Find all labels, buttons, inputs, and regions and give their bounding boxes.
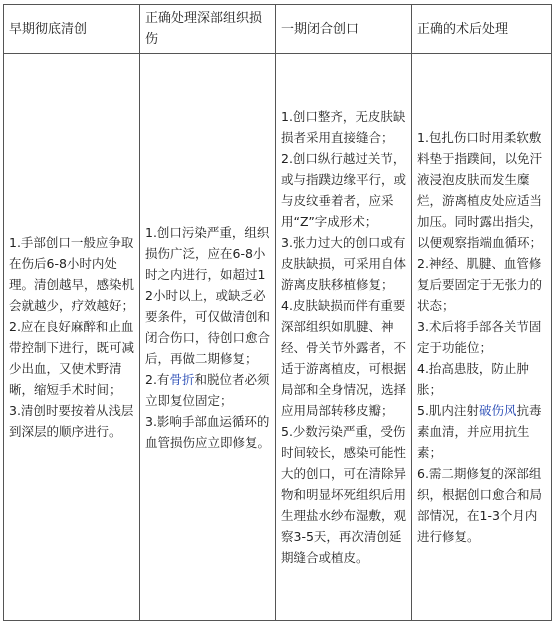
paragraph: 1.包扎伤口时用柔软敷料垫于指蹼间，以免汗液浸泡皮肤而发生糜烂，游离植皮处应适当加压。同时露出指尖，以便观察指端血循环； xyxy=(417,130,543,250)
paragraph: 4.皮肤缺损而伴有重要深部组织如肌腱、神经、骨关节外露者，不适于游离植皮，可根据局部和全身情况，选择应用局部转移皮瓣； xyxy=(281,298,407,418)
text: 抗毒素血清，并应用抗生素； xyxy=(417,403,542,460)
tetanus-link[interactable]: 破伤风 xyxy=(478,403,517,418)
fracture-link[interactable]: 骨折 xyxy=(169,371,195,387)
paragraph: 3.术后将手部各关节固定于功能位； xyxy=(417,319,542,355)
cell-primary-closure xyxy=(276,54,412,621)
header-early-debridement: 早期彻底清创 xyxy=(4,5,140,54)
paragraph: 3.张力过大的创口或有皮肤缺损，可采用自体游离皮肤移植修复； xyxy=(281,235,407,292)
paragraph: 3.清创时要按着从浅层到深层的顺序进行。 xyxy=(9,403,134,439)
header-row xyxy=(4,5,552,54)
paragraph: 4.抬高患肢，防止肿胀； xyxy=(417,361,529,397)
paragraph: 1.创口整齐，无皮肤缺损者采用直接缝合； xyxy=(281,109,406,145)
header-postop-care: 正确的术后处理 xyxy=(412,5,552,54)
cell-deep-tissue xyxy=(140,54,276,621)
paragraph: 2.应在良好麻醉和止血带控制下进行，既可减少出血，又使术野清晰，缩短手术时间； xyxy=(9,319,135,397)
paragraph: 5.少数污染严重，受伤时间较长，感染可能性大的创口，可在清除异物和明显坏死组织后用生理盐水纱布湿敷，观察3-5天，再次清创延期缝合或植皮。 xyxy=(281,424,407,565)
paragraph xyxy=(417,400,546,463)
header-deep-tissue: 正确处理深部组织损伤 xyxy=(140,5,276,54)
paragraph: 2.神经、肌腱、血管修复后要固定于无张力的状态； xyxy=(417,256,543,313)
text: 5.肌内注射 xyxy=(417,403,479,418)
text: 和脱位者必须立即复位固定； xyxy=(145,371,270,408)
treatment-table xyxy=(3,4,552,621)
cell-postop-care xyxy=(412,54,552,621)
paragraph: 1.创口污染严重，组织损伤广泛，应在6-8小时之内进行，如超过12小时以上，或缺乏必要条件，可仅做清创和闭合伤口，待创口愈合后，再做二期修复； xyxy=(145,224,271,366)
paragraph: 3.影响手部血运循环的血管损伤应立即修复。 xyxy=(145,413,271,450)
paragraph: 6.需二期修复的深部组织，根据创口愈合和局部情况，在1-3个月内进行修复。 xyxy=(417,466,543,544)
cell-early-debridement xyxy=(4,54,140,621)
header-primary-closure: 一期闭合创口 xyxy=(276,5,412,54)
paragraph xyxy=(145,369,270,411)
paragraph: 2.创口纵行越过关节，或与指蹼边缘平行，或与皮纹垂着者，应采用“Z”字成形术； xyxy=(281,151,407,229)
content-row xyxy=(4,54,552,621)
text: 2.有 xyxy=(145,371,170,387)
paragraph: 1.手部创口一般应争取在伤后6-8小时内处理。清创越早，感染机会就越少，疗效越好； xyxy=(9,235,135,313)
